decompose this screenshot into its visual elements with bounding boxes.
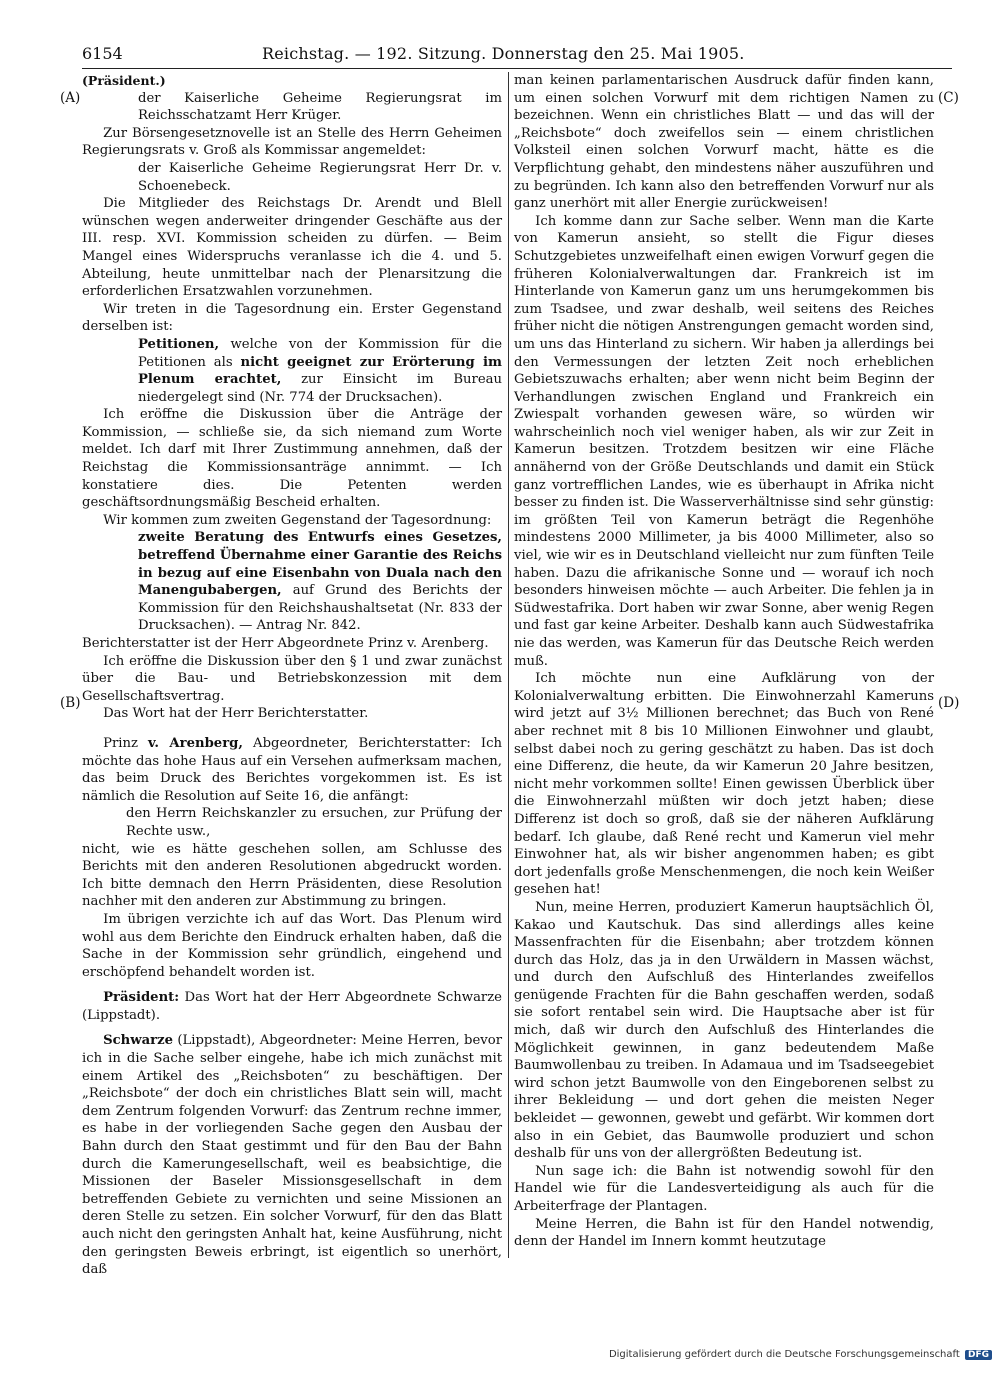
right-column [514,72,934,1251]
page-number: 6154 [82,44,123,63]
paragraph: Ich eröffne die Diskussion über den § 1 und zwar zunächst über die Bau- und Betriebskonzession mit dem Gesellschaftsvertrag. [82,653,502,704]
paragraph: Ich eröffne die Diskussion über die Anträge der Kommission, — schließe sie, da sich niemand zum Worte meldet. Ich darf mit Ihrer Zustimmung annehmen, daß der Reichstag die Kommissionsanträge annimmt. — Ich konstatiere dies. Die Petenten werden geschäftsordnungsmäßig Bescheid erhalten. [82,407,502,511]
paragraph: Das Wort hat der Herr Berichterstatter. [103,706,369,722]
page-header [82,44,952,66]
speech-schwarze [82,1032,502,1278]
agenda-item-petitions [82,336,502,406]
paragraph: der Kaiserliche Geheime Regierungsrat im Reichsschatzamt Herr Krüger. [138,90,502,124]
margin-marker-d: (D) [938,695,960,711]
quotation: den Herrn Reichskanzler zu ersuchen, zur Prüfung der Rechte usw., [126,806,502,839]
speaker-name: Schwarze [103,1033,173,1049]
footer-text: Digitalisierung gefördert durch die Deutsche Forschungsgemeinschaft [608,1349,960,1360]
text: Abgeordneter, Berichterstatter: Ich möchte das hohe Haus auf ein Versehen aufmerksam machen, das beim Druck des Berichtes vorgekommen ist. Es ist nämlich die Resolution auf Seite 16, die anfängt: [82,735,503,804]
bold-text: zweite Beratung des Entwurfs eines Gesetzes, betreffend Übernahme einer Garantie des Reichs in bezug auf eine Eisenbahn von Duala nach den Manengubabergen, [138,530,502,599]
paragraph: Ich möchte nun eine Aufklärung von der Kolonialverwaltung erbitten. Die Einwohnerzahl Kameruns wird jetzt auf 3½ Millionen berechnet; das Buch von René aber rechnet mit 8 bis 10 Millionen Einwohner und glaubt, selbst dabei noch zu gering geschätzt zu haben. Das ist doch eine Differenz, die heute, da wir Kamerun 20 Jahre besitzen, nicht mehr vorkommen sollte! Einen gewissen Überblick über die Einwohnerzahl müßten wir doch jetzt haben; diese Differenz ist doch so groß, daß sie der näheren Aufklärung bedarf. Ich glaube, daß René recht und Kamerun viel mehr Einwohner hat, als wir bisher angenommen haben; es gibt dort jedenfalls große Menschenmengen, die noch kein Weißer gesehen hat! [514,671,934,898]
margin-marker-b: (B) [60,695,81,711]
paragraph: Wir kommen zum zweiten Gegenstand der Tagesordnung: [103,512,492,528]
speaker-name: v. Arenberg, [148,735,243,751]
agenda-item-railway [82,529,502,635]
paragraph: Im übrigen verzichte ich auf das Wort. Das Plenum wird wohl aus dem Berichte den Eindruck erhalten haben, daß die Sache in der Kommission sehr gründlich, eingehend und erschöpfend behandelt worden ist. [82,911,502,980]
footer-credit [609,1349,992,1360]
text: zur Einsicht im Bureau niedergelegt sind (Nr. 774 der Drucksachen). [138,372,503,405]
bold-text: nicht geeignet zur Erörterung im Plenum erachtet, [138,354,502,388]
text: Prinz [103,735,149,751]
paragraph: der Kaiserliche Geheime Regierungsrat Herr Dr. v. Schoenebeck. [138,160,502,194]
paragraph: Ich komme dann zur Sache selber. Wenn man die Karte von Kamerun ansieht, so stellt die Figur dieses Schutzgebietes unzweifelhaft einen ewigen Vorwurf gegen die früheren Kolonialverwaltungen dar. Frankreich ist im Hinterlande von Kamerun ganz um uns herumgekommen bis zum Tsadsee, und zwar deshalb, weil seitens des Reiches früher nicht die nötigen Anstrengungen gemacht worden sind, um uns das Hinterland zu sichern. Wir haben ja allerdings bei den Vermessungen der letzten Zeit noch erheblichen Gebietszuwachs erhalten; aber wenn nicht beim Beginn der Verhandlungen zwischen England und Frankreich ein Zwiespalt vorhanden gewesen wäre, so würden wir wahrscheinlich noch viel weniger haben, als wir zur Zeit in Kamerun besitzen. Trotzdem besitzen wir eine Fläche annähernd von der Größe Deutschlands und damit ein Stück ganz vortrefflichen Landes, wie es überhaupt in Afrika nicht besser zu finden ist. Die Wasserverhältnisse sind sehr günstig: im größten Teil von Kamerun beträgt die Regenhöhe mindestens 2000 Millimeter, ja bis 4000 Millimeter, also so viel, wie wir es in Deutschland vielleicht nur zum fünften Teile haben. Dazu die afrikanische Sonne und — worauf ich noch besonders hinweisen möchte — auch Arbeiter. Die fehlen ja in Südwestafrika. Dort haben wir zwar Sonne, aber wenig Regen und fast gar keine Arbeiter. Deshalb kann auch Südwestafrika nie das werden, was Kamerun für das Deutsche Reich werden muß. [514,213,934,669]
paragraph: Meine Herren, die Bahn ist für den Handel notwendig, denn der Handel im Innern kommt heutzutage [514,1216,934,1250]
speaker-name: Präsident: [103,990,180,1006]
speech-arenberg [82,735,502,805]
president-statement [82,989,502,1024]
paragraph: Wir treten in die Tagesordnung ein. Erster Gegenstand derselben ist: [82,301,502,335]
paragraph: Nun sage ich: die Bahn ist notwendig sowohl für den Handel wie für die Landesverteidigung als auch für die Arbeiterfrage der Plantagen. [514,1163,934,1214]
text: welche von der Kommission für die Petitionen als [138,336,502,370]
bold-text: Petitionen, [138,336,220,352]
paragraph: Zur Börsengesetznovelle ist an Stelle des Herrn Geheimen Regierungsrats v. Groß als Kommissar angemeldet: [82,125,502,159]
column-divider [508,72,509,1258]
paragraph: Berichterstatter ist der Herr Abgeordnete Prinz v. Arenberg. [82,636,489,651]
margin-marker-a: (A) [60,90,81,106]
paragraph: nicht, wie es hätte geschehen sollen, am Schlusse des Berichts mit den anderen Resolutionen abgedruckt worden. Ich bitte demnach den Herrn Präsidenten, diese Resolution nachher mit den anderen zur Abstimmung zu bringen. [82,841,502,910]
paragraph: man keinen parlamentarischen Ausdruck dafür finden kann, um einen solchen Vorwurf mit dem richtigen Namen zu bezeichnen. Wenn ein christliches Blatt — und das will der „Reichsbote“ doch zweifellos sein — einem christlichen Volksteil einen solchen Vorwurf macht, hätte es die Verpflichtung gehabt, den mindestens näher auszuführen und zu begründen. Ich kann also den betreffenden Vorwurf nur als ganz unerhört mit aller Energie zurückweisen! [514,73,934,212]
margin-marker-c: (C) [938,90,959,106]
running-title: Reichstag. — 192. Sitzung. Donnerstag den 25. Mai 1905. [262,44,745,63]
paragraph: Nun, meine Herren, produziert Kamerun hauptsächlich Öl, Kakao und Kautschuk. Das sind allerdings alles keine Massenfrachten für die Eisenbahn; aber trotzdem können durch das Holz, das ja in den Urwäldern in Massen wächst, und durch den Aufschluß des Hinterlandes zweifellos genügende Frachten für die Bahn geschaffen werden, sodaß sie sofort rentabel sein wird. Die Hauptsache aber ist für mich, daß wir durch den Aufschluß des Hinterlandes die Möglichkeit gewinnen, in ganz bedeutendem Maße Baumwollenbau zu treiben. In Adamaua und im Tsadseegebiet wird schon jetzt Baumwolle von den Eingeborenen selbst zu ihrer Bekleidung — und dort gehen die meisten Neger bekleidet — gewonnen, gewebt und gefärbt. Wir kommen dort also in ein Gebiet, das Baumwolle produziert und schon deshalb für uns von der allergrößten Bedeutung ist. [514,899,934,1162]
paragraph: Die Mitglieder des Reichstags Dr. Arendt und Blell wünschen wegen anderweiter dringender Geschäfte aus der III. resp. XVI. Kommission scheiden zu dürfen. — Beim Mangel eines Widerspruchs veranlasse ich die 4. und 5. Abteilung, heute unmittelbar nach der Plenarsitzung die erforderlichen Ersatzwahlen vorzunehmen. [82,196,502,300]
text: auf Grund des Berichts der Kommission für den Reichshaushaltsetat (Nr. 833 der Drucksachen). — Antrag Nr. 842. [138,583,502,634]
header-rule [82,68,952,69]
left-column [82,72,502,1279]
text: (Lippstadt), Abgeordneter: Meine Herren, bevor ich in die Sache selber eingehe, habe ich mich zunächst mit einem Artikel des „Reichsboten“ zu beschäftigen. Der „Reichsbote“ der doch ein christliches Blatt sein will, macht dem Zentrum folgenden Vorwurf: das Zentrum rechne immer, es habe in der vorliegenden Sache gegen den Ausbau der Bahn durch den Staat gestimmt und für den Bau der Bahn durch die Kamerungesellschaft, weil es beabsichtige, die Missionen der Baseler Missionsgesellschaft in dem betreffenden Gebiete zu vernichten und seine Missionen an deren Stelle zu setzen. Ein solcher Vorwurf, für den das Blatt auch nicht den geringsten Anhalt hat, keine Ausführung, nicht den geringsten Beweis erbringt, ist eigentlich so unerhört, daß [82,1033,502,1278]
speaker-label: (Präsident.) [82,73,166,88]
text: Das Wort hat der Herr Abgeordnete Schwarze (Lippstadt). [82,990,502,1023]
dfg-logo: DFG [965,1350,992,1360]
